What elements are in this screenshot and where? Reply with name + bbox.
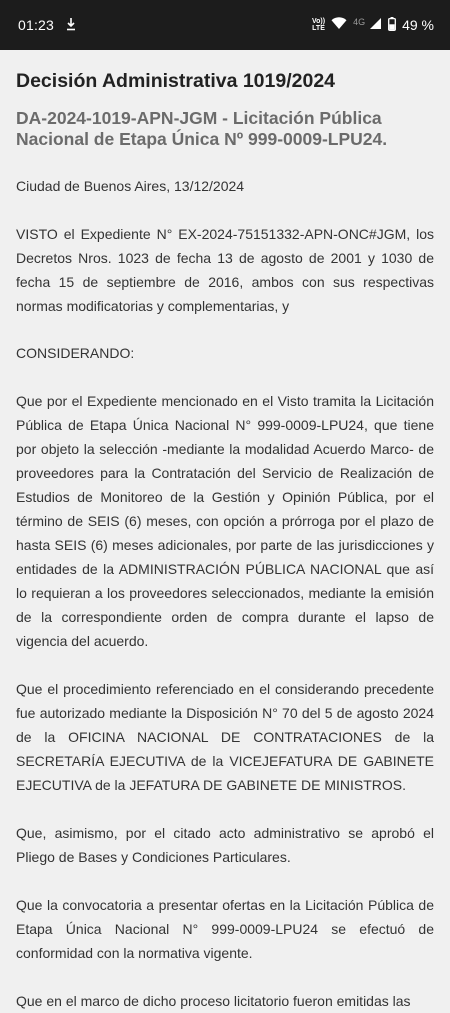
cell-signal-icon xyxy=(369,17,382,33)
body-paragraph: Que en el marco de dicho proceso licitatorio fueron emitidas las xyxy=(16,993,411,1009)
status-bar xyxy=(0,0,450,50)
considerando-heading: CONSIDERANDO: xyxy=(16,345,135,361)
body-paragraph: Que la convocatoria a presentar ofertas en la Licitación Pública de Etapa Única Nacional N° 999-0009-LPU24 se efectuó de conformidad con la normativa vigente. xyxy=(16,897,434,961)
document-content xyxy=(0,50,450,1013)
visto-paragraph: VISTO el Expediente N° EX-2024-75151332-APN-ONC#JGM, los Decretos Nros. 1023 de fecha 13 de agosto de 2001 y 1030 de fecha 15 de septiembre de 2016, ambos con sus respectivas normas modificatorias y complementarias, y xyxy=(16,226,434,314)
page-title: Decisión Administrativa 1019/2024 xyxy=(16,70,336,92)
download-icon xyxy=(66,17,76,34)
body-paragraph: Que el procedimiento referenciado en el considerando precedente fue autorizado mediante la Disposición N° 70 del 5 de agosto 2024 de la OFICINA NACIONAL DE CONTRATACIONES de la SECRETARÍA EJECUTIVA de la VICEJEFATURA DE GABINETE EJECUTIVA de la JEFATURA DE GABINETE DE MINISTROS. xyxy=(16,681,434,793)
body-paragraph: Que por el Expediente mencionado en el Visto tramita la Licitación Pública de Etapa Única Nacional N° 999-0009-LPU24, que tiene por objeto la selección -mediante la modalidad Acuerdo Marco- de proveedores para la Contratación del Servicio de Realización de Estudios de Monitoreo de la Gestión y Opinión Pública, por el término de SEIS (6) meses, con opción a prórroga por el plazo de hasta SEIS (6) meses adicionales, por parte de las jurisdicciones y entidades de la ADMINISTRACIÓN PÚBLICA NACIONAL que así lo requieran a los proveedores seleccionados, mediante la emisión de la correspondiente orden de compra durante el lapso de vigencia del acuerdo. xyxy=(16,393,434,649)
document-subtitle: DA-2024-1019-APN-JGM - Licitación Pública Nacional de Etapa Única Nº 999-0009-LPU24. xyxy=(16,108,388,149)
body-paragraph: Que, asimismo, por el citado acto administrativo se aprobó el Pliego de Bases y Condiciones Particulares. xyxy=(16,825,434,865)
battery-percentage: 49 % xyxy=(402,17,434,33)
document-date: Ciudad de Buenos Aires, 13/12/2024 xyxy=(16,178,245,194)
battery-icon xyxy=(388,17,396,34)
wifi-icon xyxy=(331,17,347,33)
volte-icon: Vo)) LTE xyxy=(311,18,326,32)
clock: 01:23 xyxy=(18,17,55,33)
network-type-label: 4G xyxy=(353,17,366,27)
